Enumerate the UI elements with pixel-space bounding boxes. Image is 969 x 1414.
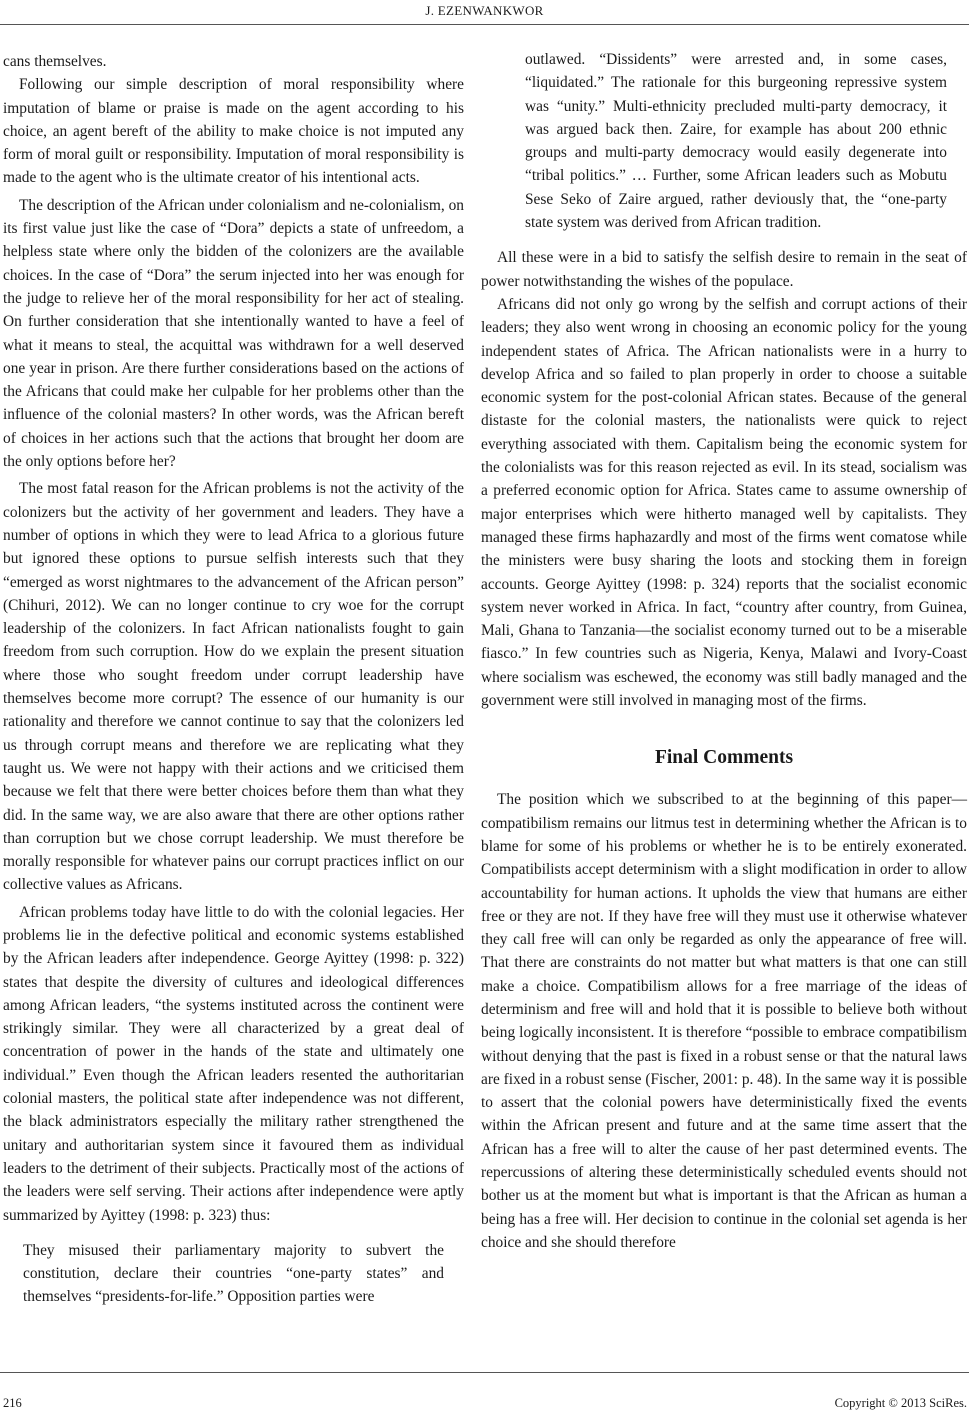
left-column	[3, 50, 464, 1309]
page-footer	[0, 1372, 969, 1410]
header-divider	[0, 24, 969, 25]
paragraph-selfish-desire: All these were in a bid to satisfy the selfish desire to remain in the seat of power notwithstanding the wishes of the populace.	[481, 249, 967, 290]
paragraph-compatibilism: The position which we subscribed to at the beginning of this paper—compatibilism remains our litmus test in determining whether the African is to blame for some of his problems or whether he is to be entirely exonerated. Compatibilists accept determinism with a slight modification in order to allow accountability for human actions. It upholds the view that humans are either free or they are not. If they have free will they must use it otherwise whatever they call free will can only be regarded as only the appearance of free will. That there are constraints do not matter but what matters is that one can still make a choice. Compatibilism allows for a free marriage of the ideas of determinism and free will and hold that it is possible to believe both without being logically inconsistent. It is therefore “possible to embrace compatibilism without denying that the past is fixed in a robust sense or that the natural laws are fixed in a robust sense (Fischer, 2001: p. 48). In the same way it is possible to assert that the colonial powers have deterministically fixed the events within the African present and future and at the same time assert that the African has a free will to alter the cause of her past determined events. The repercussions of altering these deterministically scheduled events should not bother us at the moment but what is important is that the African as human a being has a free will. Her decision to continue in the colonial set agenda is her choice and she should therefore	[481, 791, 967, 1251]
block-quote-ayittey-end: outlawed. “Dissidents” were arrested and, in some cases, “liquidated.” The rationale for this burgeoning repressive system was “unity.” Multi-ethnicity precluded multi-party democracy, it was argued back then. Zaire, for example has about 200 ethnic groups and multi-party democracy would easily degenerate into “tribal politics.” … Further, some African leaders such as Mobutu Sese Seko of Zaire argued, rather deviously that, the “one-party state system was derived from African tradition.	[525, 51, 947, 232]
paragraph-colonialism-dora: The description of the African under colonialism and ne-colonialism, on its first value just like the case of “Dora” depicts a state of unfreedom, a helpless state where only the bidden of the colonizers are the available choices. In the case of “Dora” the serum injected into her was enough for the judge to relieve her of the moral responsibility for her act of stealing. On further consideration that she intentionally wanted to have a feel of what it means to steal, the acquittal was withdrawn for a well deserved one year in prison. Are there further considerations based on the actions of the Africans that could make her culpable for her problems other than the influence of the colonial masters? In other words, was the African bereft of choices in her actions such that the actions that brought her doom are the only options before her?	[3, 196, 464, 471]
paragraph-african-problems: African problems today have little to do with the colonial legacies. Her problems lie in the defective political and economic systems established by the African leaders after independence. George Ayittey (1998: p. 322) states that despite the diversity of cultures and ideological differences among African leaders, “the systems instituted across the continent were strikingly similar. They were all characterized by a great deal of concentration of power in the hands of the state and ultimately one individual.” Even though the African leaders resented the authoritarian colonial masters, the political state after independence was not different, the black administrators especially the military rather strengthened the unitary and authoritarian system since it favoured them as individual leaders to the detriment of their subjects. Practically most of the actions of the leaders were self serving. Their actions after independence were aptly summarized by Ayittey (1998: p. 323) thus:	[3, 903, 464, 1224]
page-number: 216	[3, 1396, 22, 1410]
section-heading-final-comments: Final Comments	[654, 747, 794, 769]
running-title: J. EZENWANKWOR	[425, 3, 544, 18]
paragraph-economic-policy: Africans did not only go wrong by the selfish and corrupt actions of their leaders; they also went wrong in choosing an economic policy for the young independent states of Africa. The African nationalists were in a hurry to develop Africa and so failed to plan properly in order to choose a suitable economic system for the post-colonial African states. Because of the general distaste for the colonial masters, the nationalists were quick to reject everything associated with them. Capitalism being the economic system for the colonialists was for this reason rejected as evil. In its stead, socialism was a preferred economic option for Africa. States came to assume ownership of major enterprises which were hitherto managed well by capitalists. They managed these firms haphazardly and most of the firms went comatose while the ministers were busy sharing the loots and stocking them in foreign accounts. George Ayittey (1998: p. 324) reports that the socialist economic system never worked in Africa. In fact, “country after country, from Guinea, Mali, Ghana to Tanzania—the socialist economy turned out to be a miserable fiasco.” In few countries such as Nigeria, Kenya, Malawi and Ivory-Coast where socialism was eschewed, the economy was still badly managed and the government were still involved in managing most of the firms.	[481, 295, 967, 710]
block-quote-ayittey-start: They misused their parliamentary majority to subvert the constitution, declare their countries “one-party states” and themselves “presidents-for-life.” Opposition parties were	[23, 1241, 444, 1306]
paragraph-continuation: cans themselves.	[3, 53, 107, 70]
copyright-notice: Copyright © 2013 SciRes.	[834, 1396, 967, 1410]
paragraph-moral-responsibility: Following our simple description of moral responsibility where imputation of blame or praise is made on the agent according to his choice, an agent bereft of the ability to make choice is not imputed any form of moral guilt or responsibility. Imputation of moral responsibility is made to the agent who is the ultimate creator of his intentional acts.	[3, 76, 464, 187]
right-column	[481, 48, 967, 1254]
paragraph-fatal-reason: The most fatal reason for the African problems is not the activity of the colonizers but the activity of her government and leaders. They have a number of options in which they were to lead Africa to a glorious future but ignored these options to pursue selfish interests such that they “emerged as worst nightmares to the advancement of the African person” (Chihuri, 2012). We can no longer continue to cry woe for the corrupt leadership of the colonizers. In fact African nationalists fought to gain freedom from such corruption. How do we explain the present situation where those who sought freedom under corrupt leadership have themselves become more corrupt? The essence of our humanity is our rationality and therefore we cannot continue to say that the colonizers led us through corrupt means and therefore we are replicating what they taught us. We were not happy with their actions and we criticised them because we felt that there were better choices before them than what they did. In the same way, we are also aware that there are other options rather than corruption but we chose corrupt leadership. We must therefore be morally responsible for whatever pains our corrupt practices inflict on our collective values as Africans.	[3, 480, 464, 894]
